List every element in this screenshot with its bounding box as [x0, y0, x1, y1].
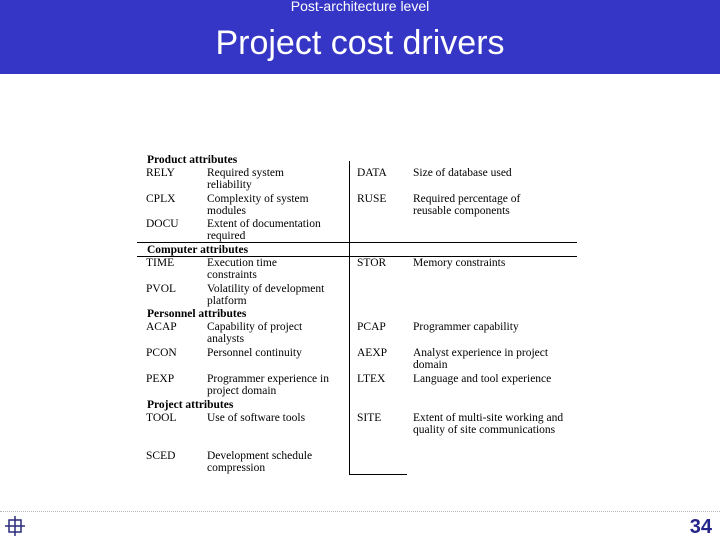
- section-divider: [137, 242, 577, 243]
- page-number: 34: [689, 516, 712, 538]
- driver-description: Language and tool experience: [413, 373, 552, 385]
- driver-description: Programmer capability: [413, 321, 519, 333]
- driver-code: AEXP: [357, 347, 388, 359]
- driver-description: Personnel continuity: [207, 347, 302, 359]
- slide-header: [0, 0, 720, 74]
- driver-code: STOR: [357, 257, 387, 269]
- section-title: Computer attributes: [147, 244, 249, 256]
- driver-description: Required system reliability: [207, 167, 284, 191]
- driver-description: Use of software tools: [207, 412, 306, 424]
- driver-code: DATA: [357, 167, 387, 179]
- driver-description: Execution time constraints: [207, 257, 277, 281]
- driver-description: Analyst experience in project domain: [413, 347, 549, 371]
- driver-code: SCED: [146, 450, 176, 462]
- crosshair-logo-icon: [5, 516, 25, 536]
- driver-description: Development schedule compression: [207, 450, 313, 474]
- driver-description: Memory constraints: [413, 257, 506, 269]
- cost-drivers-table: [137, 153, 577, 475]
- slide-subtitle: Post-architecture level: [290, 0, 430, 14]
- driver-code: PEXP: [146, 373, 175, 385]
- driver-description: Volatility of development platform: [207, 283, 325, 307]
- driver-code: CPLX: [146, 193, 176, 205]
- driver-code: RELY: [146, 167, 175, 179]
- driver-description: Extent of multi-site working and quality of site communications: [413, 412, 564, 436]
- section-title: Product attributes: [147, 154, 238, 166]
- driver-code: TOOL: [146, 412, 177, 424]
- driver-description: Required percentage of reusable components: [413, 193, 521, 217]
- driver-description: Programmer experience in project domain: [207, 373, 329, 397]
- driver-description: Complexity of system modules: [207, 193, 309, 217]
- driver-code: SITE: [357, 412, 382, 424]
- driver-description: Size of database used: [413, 167, 512, 179]
- section-title: Personnel attributes: [147, 308, 247, 320]
- slide-title: Project cost drivers: [215, 24, 505, 62]
- driver-code: TIME: [146, 257, 175, 269]
- driver-code: DOCU: [146, 218, 179, 230]
- table-bottom-rule: [349, 474, 407, 475]
- column-divider: [349, 161, 350, 475]
- driver-code: PCAP: [357, 321, 386, 333]
- driver-code: LTEX: [357, 373, 386, 385]
- driver-code: RUSE: [357, 193, 387, 205]
- driver-code: PVOL: [146, 283, 177, 295]
- section-title: Project attributes: [147, 399, 234, 411]
- driver-description: Extent of documentation required: [207, 218, 321, 242]
- driver-code: PCON: [146, 347, 177, 359]
- footer-divider: [0, 511, 720, 512]
- driver-code: ACAP: [146, 321, 177, 333]
- driver-description: Capability of project analysts: [207, 321, 303, 345]
